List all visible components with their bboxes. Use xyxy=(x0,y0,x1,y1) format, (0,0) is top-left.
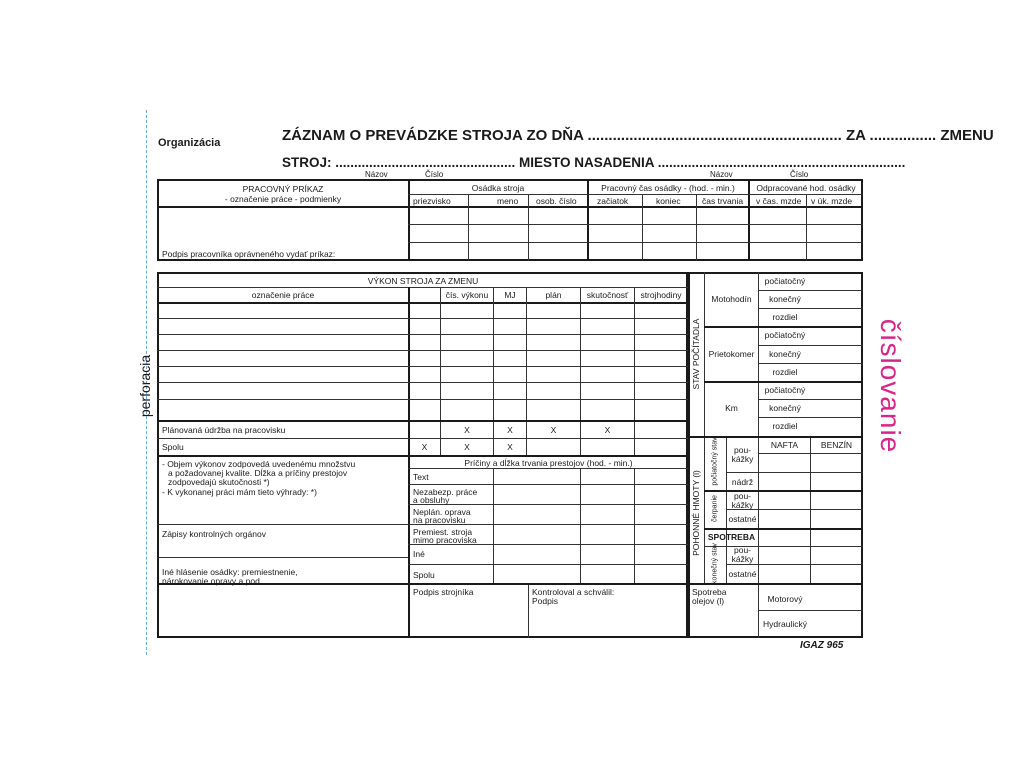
prikaz-title: PRACOVNÝ PRÍKAZ xyxy=(242,184,324,194)
nafta-header: NAFTA xyxy=(770,440,799,450)
x-mark: X xyxy=(604,425,611,435)
machine-line: STROJ: ................................................ MIESTO NASADENIA .................................................................. xyxy=(282,155,906,170)
konecny: konečný xyxy=(769,403,801,413)
zapisy-label: Zápisy kontrolných orgánov xyxy=(162,529,266,539)
col-koniec: koniec xyxy=(656,196,681,206)
podpis-opravneneho: Podpis pracovníka oprávneného vydať príkaz: xyxy=(162,249,336,259)
konecny: konečný xyxy=(769,294,801,304)
col-cas-trvania: čas trvania xyxy=(702,196,744,206)
sub-cislo-1: Číslo xyxy=(425,170,444,179)
sub-cislo-2: Číslo xyxy=(790,170,809,179)
x-mark: X xyxy=(507,442,513,452)
col-mj: MJ xyxy=(504,290,516,300)
prestoj-ine: Iné xyxy=(413,549,425,559)
ine-hlasenie-2: nárokovanie opravy a pod. xyxy=(162,576,263,586)
odpracovane-header: Odpracované hod. osádky xyxy=(756,183,856,193)
objem-line-2: a požadovanej kvalite. Dĺžka a príčiny prestojov xyxy=(168,468,348,478)
x-mark: X xyxy=(464,425,470,435)
nezabezp-1: Nezabezp. práce xyxy=(413,487,478,497)
x-mark: X xyxy=(421,442,428,452)
prestoj-spolu: Spolu xyxy=(413,570,435,580)
rozdiel: rozdiel xyxy=(772,421,798,431)
col-zaciatok: začiatok xyxy=(597,196,629,206)
stav-pocitadla-label: STAV POČÍTADLA xyxy=(691,318,701,390)
benzin-header: BENZÍN xyxy=(820,440,853,450)
pociatocny: počiatočný xyxy=(764,276,806,286)
poukazky: pou- kážky xyxy=(731,445,754,464)
neplan-2: na pracovisku xyxy=(413,515,466,525)
hydraulicky-label: Hydraulický xyxy=(763,619,807,629)
nezabezp-2: a obsluhy xyxy=(413,495,450,505)
podpis-strojnika: Podpis strojníka xyxy=(413,587,474,597)
pociatocny: počiatočný xyxy=(764,385,806,395)
cerpanie: čerpanie xyxy=(711,495,719,522)
col-strojhodiny: strojhodiny xyxy=(640,290,682,300)
col-priezvisko: priezvisko xyxy=(413,196,451,206)
poukazky: pou- kážky xyxy=(731,545,754,564)
pociatocny: počiatočný xyxy=(764,330,806,340)
cislovanie-label: číslovanie xyxy=(875,318,906,454)
col-cis-vykonu: čís. výkonu xyxy=(445,290,489,300)
col-plan: plán xyxy=(545,290,562,300)
prikaz-sub: - označenie práce - podmienky xyxy=(224,194,342,204)
prietokomer-label: Prietokomer xyxy=(708,349,755,359)
pociatocny-stav: počiatočný stav xyxy=(711,437,719,486)
udrzba-label: Plánovaná údržba na pracovisku xyxy=(162,425,286,435)
spotreba-header: SPOTREBA xyxy=(707,532,756,542)
vyhrady-label: - K vykonanej práci mám tieto výhrady: *) xyxy=(162,487,317,497)
osadka-header: Osádka stroja xyxy=(471,183,525,193)
sub-nazov-1: Názov xyxy=(365,170,388,179)
prestoj-text: Text xyxy=(413,472,429,482)
x-mark: X xyxy=(550,425,557,435)
km-label: Km xyxy=(725,403,738,413)
kontroloval-1: Kontroloval a schválil: xyxy=(532,587,615,597)
col-v-cas-mzde: v čas. mzde xyxy=(756,196,802,206)
col-oznacenie-prace: označenie práce xyxy=(251,290,315,300)
pohonne-hmoty-label: POHONNÉ HMOTY (l) xyxy=(691,470,701,556)
konecny: konečný xyxy=(769,349,801,359)
ine-hlasenie-1: Iné hlásenie osádky: premiestnenie, xyxy=(162,567,298,577)
sub-nazov-2: Názov xyxy=(710,170,733,179)
rozdiel: rozdiel xyxy=(772,312,798,322)
neplan-1: Neplán. oprava xyxy=(413,507,471,517)
form-code: IGAZ 965 xyxy=(800,640,844,651)
premiest-1: Premiest. stroja xyxy=(413,527,473,537)
pracovny-cas-header: Pracovný čas osádky - (hod. - min.) xyxy=(601,183,735,193)
ostatne: ostatné xyxy=(728,569,757,579)
poukazky: pou- kážky xyxy=(731,491,754,510)
motorovy-label: Motorový xyxy=(767,594,803,604)
spolu-label: Spolu xyxy=(162,442,184,452)
premiest-2: mimo pracoviska xyxy=(413,535,477,545)
col-meno: meno xyxy=(497,196,519,206)
perforacia-label: perforacia xyxy=(137,354,153,418)
ostatne: ostatné xyxy=(728,514,757,524)
motohodin-label: Motohodín xyxy=(711,294,752,304)
vykon-title: VÝKON STROJA ZA ZMENU xyxy=(367,276,479,286)
organization-label: Organizácia xyxy=(158,137,221,149)
x-mark: X xyxy=(464,442,470,452)
spotreba-olejov-1: Spotreba xyxy=(692,587,727,597)
col-osob-cislo: osob. číslo xyxy=(536,196,577,206)
col-skutocnost: skutočnosť xyxy=(586,290,629,300)
col-v-uk-mzde: v úk. mzde xyxy=(811,196,853,206)
objem-line-3: zodpovedajú skutočnosti *) xyxy=(168,477,270,487)
rozdiel: rozdiel xyxy=(772,367,798,377)
objem-line-1: - Objem výkonov zodpovedá uvedenému množstvu xyxy=(162,459,356,469)
spotreba-olejov-2: olejov (l) xyxy=(692,596,725,606)
form-title: ZÁZNAM O PREVÁDZKE STROJA ZO DŇA ............................................................. ZA ................ ZMENU xyxy=(282,127,994,144)
nadrz: nádrž xyxy=(731,477,754,487)
x-mark: X xyxy=(507,425,513,435)
konecny-stav: konečný stav xyxy=(711,543,719,584)
priciny-header: Príčiny a dĺžka trvania prestojov (hod. - min.) xyxy=(464,458,633,468)
kontroloval-2: Podpis xyxy=(532,596,558,606)
